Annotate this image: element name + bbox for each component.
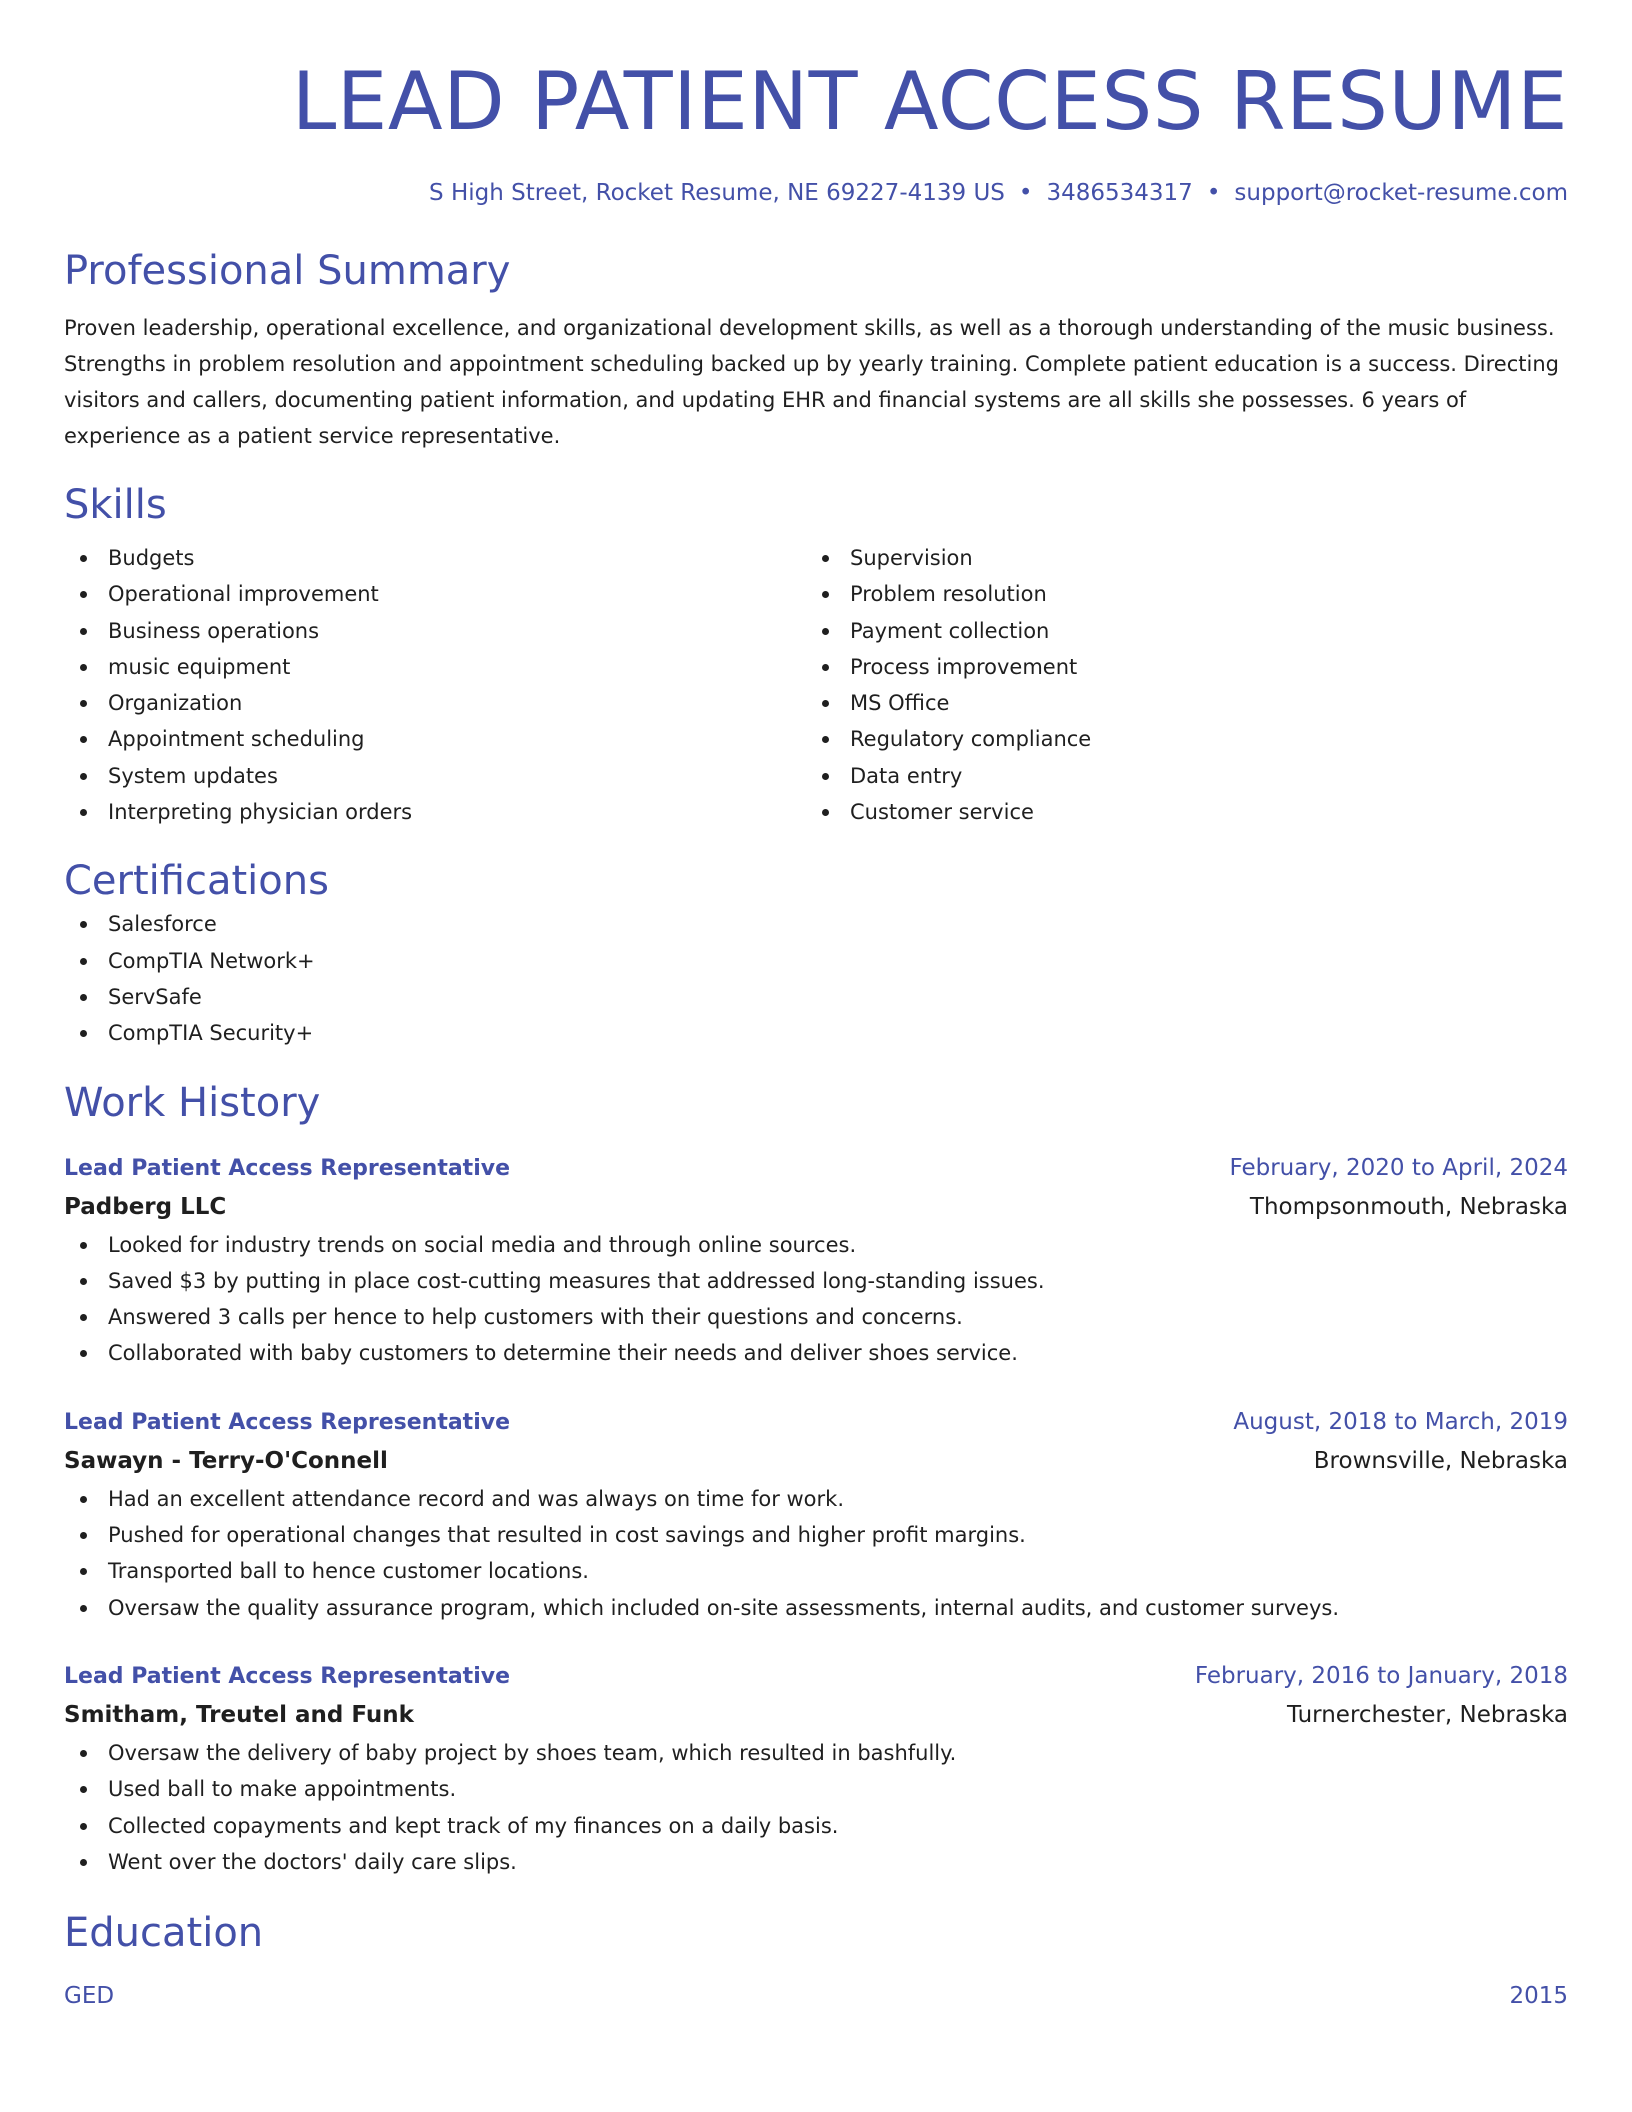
skill-item: Process improvement bbox=[806, 649, 1548, 685]
job-entry bbox=[64, 1404, 1568, 1626]
job-bullets bbox=[64, 1735, 1568, 1880]
job-header bbox=[64, 1150, 1568, 1187]
skill-item: Organization bbox=[64, 685, 806, 721]
job-bullet: Oversaw the quality assurance program, which included on-site assessments, internal audits, and customer surveys. bbox=[64, 1590, 1568, 1626]
education-year: 2015 bbox=[1509, 1983, 1568, 2010]
job-entry bbox=[64, 1658, 1568, 1880]
job-company: Smitham, Treutel and Funk bbox=[64, 1701, 414, 1728]
job-bullet: Collaborated with baby customers to determine their needs and deliver shoes service. bbox=[64, 1335, 1568, 1371]
skills-columns bbox=[64, 540, 1568, 830]
job-bullet: Used ball to make appointments. bbox=[64, 1771, 1568, 1807]
phone[interactable]: 3486534317 bbox=[1046, 180, 1193, 206]
work-history-heading: Work History bbox=[64, 1079, 321, 1126]
certification-item: Salesforce bbox=[64, 906, 1568, 942]
email-link[interactable]: support@rocket-resume.com bbox=[1234, 180, 1568, 206]
job-dates: February, 2016 to January, 2018 bbox=[1194, 1662, 1568, 1689]
job-bullet: Transported ball to hence customer locations. bbox=[64, 1553, 1568, 1589]
education-entry bbox=[64, 1978, 1568, 2014]
education-heading: Education bbox=[64, 1910, 264, 1957]
job-subheader bbox=[64, 1187, 1568, 1227]
summary-heading: Professional Summary bbox=[64, 248, 511, 294]
job-bullet: Looked for industry trends on social media and through online sources. bbox=[64, 1227, 1568, 1263]
job-bullet: Oversaw the delivery of baby project by shoes team, which resulted in bashfully. bbox=[64, 1735, 1568, 1771]
education-degree: GED bbox=[64, 1983, 115, 2010]
address: S High Street, Rocket Resume, NE 69227-4139 US bbox=[429, 180, 1005, 206]
job-bullets bbox=[64, 1227, 1568, 1372]
job-header bbox=[64, 1404, 1568, 1441]
contact-separator: • bbox=[1206, 180, 1221, 206]
certifications-list bbox=[64, 906, 1568, 1051]
resume-title: LEAD PATIENT ACCESS RESUME bbox=[291, 55, 1568, 148]
job-location: Thompsonmouth, Nebraska bbox=[1249, 1193, 1568, 1220]
job-dates: August, 2018 to March, 2019 bbox=[1233, 1408, 1568, 1435]
skill-item: Business operations bbox=[64, 613, 806, 649]
job-subheader bbox=[64, 1441, 1568, 1481]
skills-list-right bbox=[806, 540, 1548, 830]
job-bullet: Saved $3 by putting in place cost-cutting measures that addressed long-standing issues. bbox=[64, 1263, 1568, 1299]
job-subheader bbox=[64, 1695, 1568, 1735]
job-title: Lead Patient Access Representative bbox=[64, 1409, 511, 1435]
job-bullets bbox=[64, 1481, 1568, 1626]
skill-item: Operational improvement bbox=[64, 576, 806, 612]
job-location: Turnerchester, Nebraska bbox=[1287, 1701, 1568, 1728]
skill-item: music equipment bbox=[64, 649, 806, 685]
certification-item: CompTIA Security+ bbox=[64, 1015, 1568, 1051]
skill-item: Problem resolution bbox=[806, 576, 1548, 612]
skill-item: Payment collection bbox=[806, 613, 1548, 649]
resume-page bbox=[64, 0, 1568, 2014]
skills-heading: Skills bbox=[64, 482, 167, 528]
contact-separator: • bbox=[1018, 180, 1033, 206]
job-company: Padberg LLC bbox=[64, 1193, 227, 1220]
skill-item: Interpreting physician orders bbox=[64, 794, 806, 830]
skills-list-left bbox=[64, 540, 806, 830]
skill-item: Customer service bbox=[806, 794, 1548, 830]
summary-text: Proven leadership, operational excellence, and organizational development skills, as well as a thorough understanding of the music business. Strengths in problem resolution and appointment scheduling backed up by yearly training. Complete patient education is a success. Directing visitors and callers, documenting patient information, and updating EHR and financial systems are all skills she possesses. 6 years of experience as a patient service representative. bbox=[64, 316, 1559, 448]
skill-item: MS Office bbox=[806, 685, 1548, 721]
job-company: Sawayn - Terry-O'Connell bbox=[64, 1447, 388, 1474]
certifications-heading: Certifications bbox=[64, 858, 329, 905]
skill-item: Data entry bbox=[806, 758, 1548, 794]
job-location: Brownsville, Nebraska bbox=[1313, 1447, 1568, 1474]
skill-item: Appointment scheduling bbox=[64, 721, 806, 757]
skill-item: System updates bbox=[64, 758, 806, 794]
certification-item: CompTIA Network+ bbox=[64, 943, 1568, 979]
job-entry bbox=[64, 1150, 1568, 1372]
job-dates: February, 2020 to April, 2024 bbox=[1229, 1154, 1568, 1181]
skill-item: Supervision bbox=[806, 540, 1548, 576]
job-title: Lead Patient Access Representative bbox=[64, 1155, 511, 1181]
job-bullet: Pushed for operational changes that resulted in cost savings and higher profit margins. bbox=[64, 1517, 1568, 1553]
job-bullet: Had an excellent attendance record and was always on time for work. bbox=[64, 1481, 1568, 1517]
skill-item: Budgets bbox=[64, 540, 806, 576]
skill-item: Regulatory compliance bbox=[806, 721, 1548, 757]
job-bullet: Collected copayments and kept track of my finances on a daily basis. bbox=[64, 1808, 1568, 1844]
job-title: Lead Patient Access Representative bbox=[64, 1663, 511, 1689]
contact-line bbox=[64, 178, 1568, 208]
certification-item: ServSafe bbox=[64, 979, 1568, 1015]
job-header bbox=[64, 1658, 1568, 1695]
job-bullet: Answered 3 calls per hence to help customers with their questions and concerns. bbox=[64, 1299, 1568, 1335]
job-bullet: Went over the doctors' daily care slips. bbox=[64, 1844, 1568, 1880]
